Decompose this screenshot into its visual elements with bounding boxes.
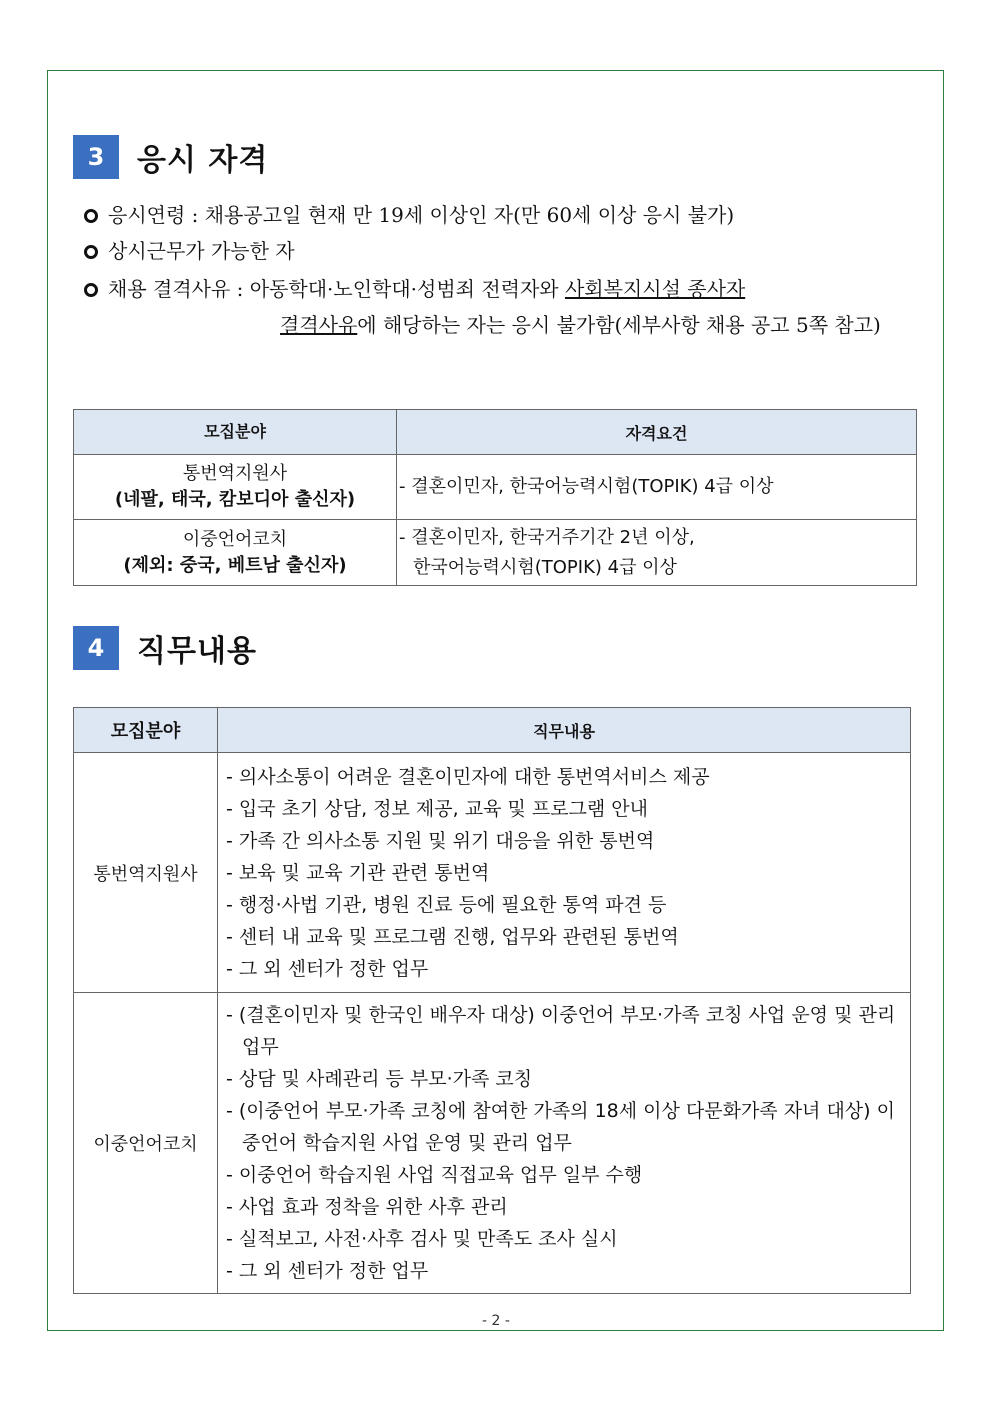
page-number: - 2 - [482, 1313, 510, 1329]
circle-bullet-icon [84, 209, 98, 223]
bullet-disqualification [84, 271, 745, 307]
bullet-disqualification-continued [280, 307, 916, 343]
qualification-table [73, 409, 917, 586]
list-item: - 그 외 센터가 정한 업무 [226, 957, 429, 980]
duties-cell [218, 753, 911, 993]
bullet-disq-prefix: 채용 결격사유 : 아동학대·노인학대·성범죄 전력자와 [108, 277, 565, 301]
bullet-disq-underline-2: 결격사유 [280, 313, 358, 337]
requirement-cell [397, 520, 917, 586]
list-item: - 그 외 센터가 정한 업무 [226, 1260, 429, 1282]
field-name: 통번역지원사 [182, 463, 288, 484]
bullet-age [84, 197, 734, 233]
table-row [74, 993, 911, 1294]
bullet-disq-underline-1: 사회복지시설 종사자 [564, 277, 746, 301]
requirement-line: - 결혼이민자, 한국어능력시험(TOPIK) 4급 이상 [399, 476, 774, 497]
bullet-fulltime-text: 상시근무가 가능한 자 [108, 239, 295, 263]
list-item: - 입국 초기 상담, 정보 제공, 교육 및 프로그램 안내 [226, 797, 649, 820]
list-item: - 보육 및 교육 기관 관련 통번역 [226, 861, 490, 884]
table-header-row [74, 708, 911, 753]
table-row [74, 753, 911, 993]
section-3-title: 응시 자격 [137, 143, 269, 178]
requirement-cell [397, 455, 917, 520]
field-cell [74, 455, 397, 520]
section-4-title: 직무내용 [137, 634, 257, 669]
field-name: 이중언어코치 [182, 528, 288, 550]
field-cell [74, 520, 397, 586]
circle-bullet-icon [84, 245, 98, 259]
header-field: 모집분야 [74, 708, 218, 753]
list-item: - 의사소통이 어려운 결혼이민자에 대한 통번역서비스 제공 [226, 765, 710, 788]
section-4-heading [73, 626, 257, 670]
field-cell: 통번역지원사 [74, 753, 218, 993]
section-4-number: 4 [73, 626, 119, 670]
field-sub: (네팔, 태국, 캄보디아 출신자) [114, 489, 356, 510]
field-sub: (제외: 중국, 베트남 출신자) [123, 554, 347, 576]
circle-bullet-icon [84, 283, 98, 297]
list-item: - 이중언어 학습지원 사업 직접교육 업무 일부 수행 [226, 1164, 643, 1186]
list-item: - 상담 및 사례관리 등 부모·가족 코칭 [226, 1068, 533, 1090]
table-row [74, 455, 917, 520]
section-3-number: 3 [73, 135, 119, 179]
list-item: - 사업 효과 정착을 위한 사후 관리 [226, 1196, 508, 1218]
list-item: - 센터 내 교육 및 프로그램 진행, 업무와 관련된 통번역 [226, 925, 679, 948]
field-cell: 이중언어코치 [74, 993, 218, 1294]
list-item: - (결혼이민자 및 한국인 배우자 대상) 이중언어 부모·가족 코칭 사업 운영 및 관리 업무 [226, 1004, 896, 1058]
bullet-disq-rest: 에 해당하는 자는 응시 불가함(세부사항 채용 공고 5쪽 참고) [357, 313, 881, 337]
list-item: - 행정·사법 기관, 병원 진료 등에 필요한 통역 파견 등 [226, 893, 667, 916]
duties-table [73, 707, 911, 1294]
duties-cell [218, 993, 911, 1294]
requirement-line: - 결혼이민자, 한국거주기간 2년 이상, [399, 526, 695, 548]
bullet-fulltime [84, 233, 295, 269]
header-field: 모집분야 [74, 410, 397, 455]
header-requirement: 자격요건 [397, 410, 917, 455]
requirement-line: 한국어능력시험(TOPIK) 4급 이상 [413, 556, 677, 578]
bullet-age-text: 응시연령 : 채용공고일 현재 만 19세 이상인 자(만 60세 이상 응시 불가) [108, 203, 735, 227]
list-item: - 가족 간 의사소통 지원 및 위기 대응을 위한 통번역 [226, 829, 655, 852]
header-duties: 직무내용 [218, 708, 911, 753]
list-item: - 실적보고, 사전·사후 검사 및 만족도 조사 실시 [226, 1228, 618, 1250]
list-item: - (이중언어 부모·가족 코칭에 참여한 가족의 18세 이상 다문화가족 자녀 대상) 이중언어 학습지원 사업 운영 및 관리 업무 [226, 1100, 895, 1154]
table-header-row [74, 410, 917, 455]
section-3-heading [73, 135, 268, 179]
table-row [74, 520, 917, 586]
